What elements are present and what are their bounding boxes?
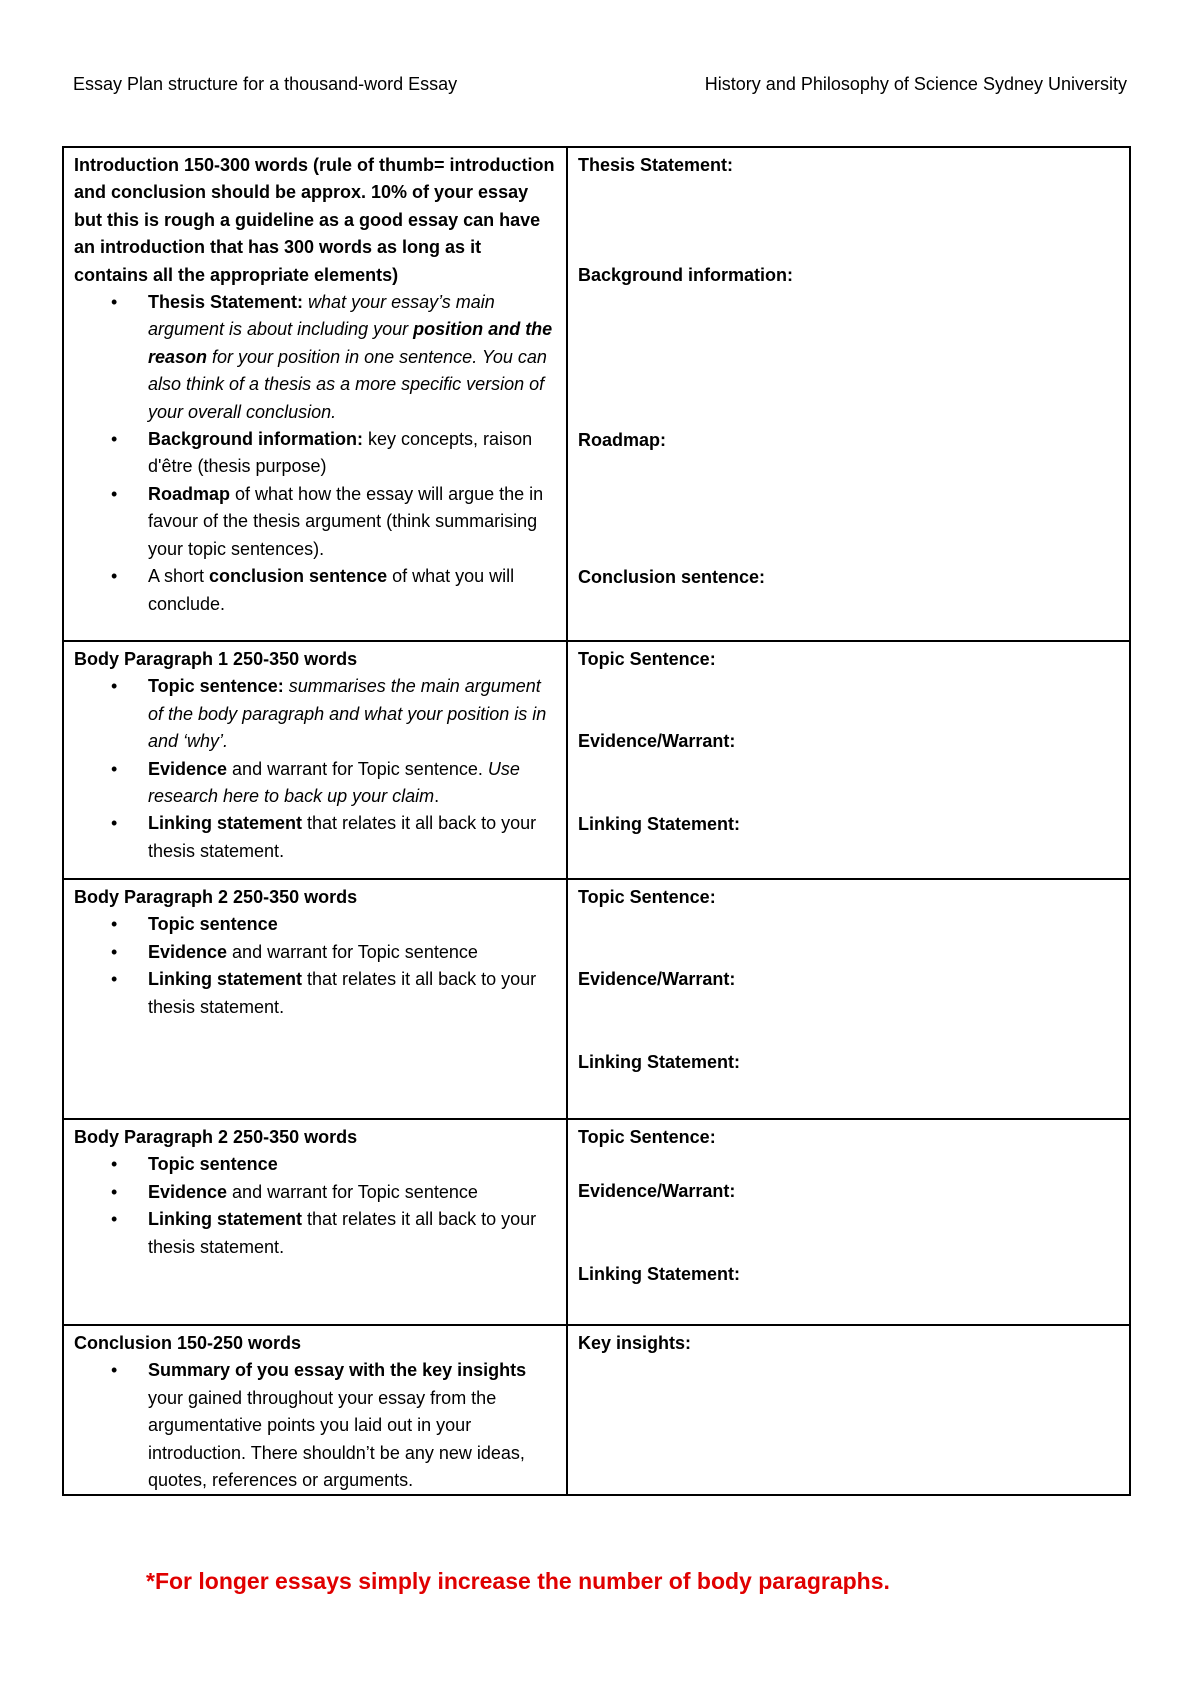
list-item: • Roadmap of what how the essay will argue the in favour of the thesis argument (think summarising your topic sentences).: [148, 481, 556, 563]
bullet-label: Topic sentence:: [148, 676, 284, 697]
body-paragraph-3-guidance-cell: [63, 1119, 567, 1325]
introduction-guidance-cell: [63, 147, 567, 641]
list-item: • Background information: key concepts, raison d'être (thesis purpose): [148, 426, 556, 481]
body-paragraph-1-heading: Body Paragraph 1 250-350 words: [74, 649, 358, 669]
body-paragraph-3-answer-cell[interactable]: [567, 1119, 1130, 1325]
body-paragraph-2-bullet-list: [74, 911, 556, 1021]
bullet-label: Roadmap: [148, 483, 231, 504]
table-row-body-paragraph-1: [63, 641, 1130, 879]
conclusion-guidance-cell: [63, 1325, 567, 1495]
list-item: • Linking statement that relates it all back to your thesis statement.: [148, 1206, 556, 1261]
introduction-answer-cell[interactable]: [567, 147, 1130, 641]
key-insights-label: Key insights:: [578, 1333, 692, 1353]
list-item: • Evidence and warrant for Topic sentence: [148, 939, 556, 966]
background-information-label: Background information:: [578, 265, 793, 286]
bullet-label: Evidence: [148, 1181, 228, 1202]
body-paragraph-1-guidance-cell: [63, 641, 567, 879]
evidence-warrant-label: Evidence/Warrant:: [578, 731, 736, 752]
topic-sentence-label: Topic Sentence:: [578, 1127, 716, 1147]
conclusion-heading: Conclusion 150-250 words: [74, 1333, 302, 1353]
evidence-warrant-label: Evidence/Warrant:: [578, 969, 736, 990]
header-title: Essay Plan structure for a thousand-word Essay: [73, 74, 458, 94]
table-row-conclusion: [63, 1325, 1130, 1495]
linking-statement-label: Linking Statement:: [578, 1263, 741, 1284]
list-item: [148, 1151, 556, 1178]
header-institution: History and Philosophy of Science Sydney University: [704, 74, 1127, 94]
list-item: • Evidence and warrant for Topic sentence: [148, 1179, 556, 1206]
list-item: • Topic sentence: summarises the main argument of the body paragraph and what your position is in and ‘why’.: [148, 673, 556, 755]
table-row-body-paragraph-3: [63, 1119, 1130, 1325]
bullet-label: Topic sentence: [148, 1154, 278, 1175]
topic-sentence-label: Topic Sentence:: [578, 887, 716, 907]
bullet-label: Background information:: [148, 429, 363, 450]
list-item: • A short conclusion sentence of what you will conclude.: [148, 563, 556, 618]
bullet-label: Linking statement: [148, 813, 303, 834]
bullet-label: conclusion sentence: [209, 566, 388, 587]
bullet-label: Topic sentence: [148, 914, 278, 935]
conclusion-bullet-list: [74, 1357, 556, 1494]
table-row-body-paragraph-2: [63, 879, 1130, 1119]
list-item: • Linking statement that relates it all back to your thesis statement.: [148, 966, 556, 1021]
evidence-warrant-label: Evidence/Warrant:: [578, 1181, 736, 1202]
linking-statement-label: Linking Statement:: [578, 1051, 741, 1072]
bullet-label: Linking statement: [148, 1209, 303, 1230]
page-header: [73, 74, 1127, 98]
conclusion-sentence-label: Conclusion sentence:: [578, 567, 766, 588]
list-item: • Summary of you essay with the key insights your gained throughout your essay from the argumentative points you laid out in your introduction. There shouldn’t be any new ideas, quotes, references or arguments.: [148, 1357, 556, 1494]
bullet-label: Evidence: [148, 758, 228, 779]
body-paragraph-3-heading: Body Paragraph 2 250-350 words: [74, 1127, 358, 1147]
list-item: • Thesis Statement: what your essay’s main argument is about including your position and the reason for your position in one sentence. You can also think of a thesis as a more specific version of your overall conclusion.: [148, 289, 556, 426]
introduction-bullet-list: [74, 289, 556, 618]
essay-plan-table: [62, 146, 1131, 1496]
list-item: • Evidence and warrant for Topic sentence. Use research here to back up your claim.: [148, 756, 556, 811]
bullet-label: Evidence: [148, 941, 228, 962]
bullet-label: Linking statement: [148, 969, 303, 990]
list-item: • Linking statement that relates it all back to your thesis statement.: [148, 810, 556, 865]
table-row-introduction: [63, 147, 1130, 641]
thesis-statement-label: Thesis Statement:: [578, 155, 734, 175]
roadmap-label: Roadmap:: [578, 429, 667, 450]
topic-sentence-label: Topic Sentence:: [578, 649, 716, 669]
body-paragraph-2-heading: Body Paragraph 2 250-350 words: [74, 887, 358, 907]
body-paragraph-2-answer-cell[interactable]: [567, 879, 1130, 1119]
bullet-label: Thesis Statement:: [148, 292, 304, 313]
body-paragraph-2-guidance-cell: [63, 879, 567, 1119]
body-paragraph-1-bullet-list: [74, 673, 556, 865]
introduction-heading: Introduction 150-300 words (rule of thumb= introduction and conclusion should be approx. 10% of your essay but this is rough a guideline as a good essay can have an introduction that has 300 words as long as it contains all the appropriate elements): [74, 155, 555, 285]
conclusion-answer-cell[interactable]: [567, 1325, 1130, 1495]
body-paragraph-1-answer-cell[interactable]: [567, 641, 1130, 879]
footnote: *For longer essays simply increase the number of body paragraphs.: [146, 1568, 890, 1594]
linking-statement-label: Linking Statement:: [578, 813, 741, 834]
bullet-label: Summary of you essay with the key insights: [148, 1360, 527, 1381]
body-paragraph-3-bullet-list: [74, 1151, 556, 1261]
list-item: [148, 911, 556, 938]
